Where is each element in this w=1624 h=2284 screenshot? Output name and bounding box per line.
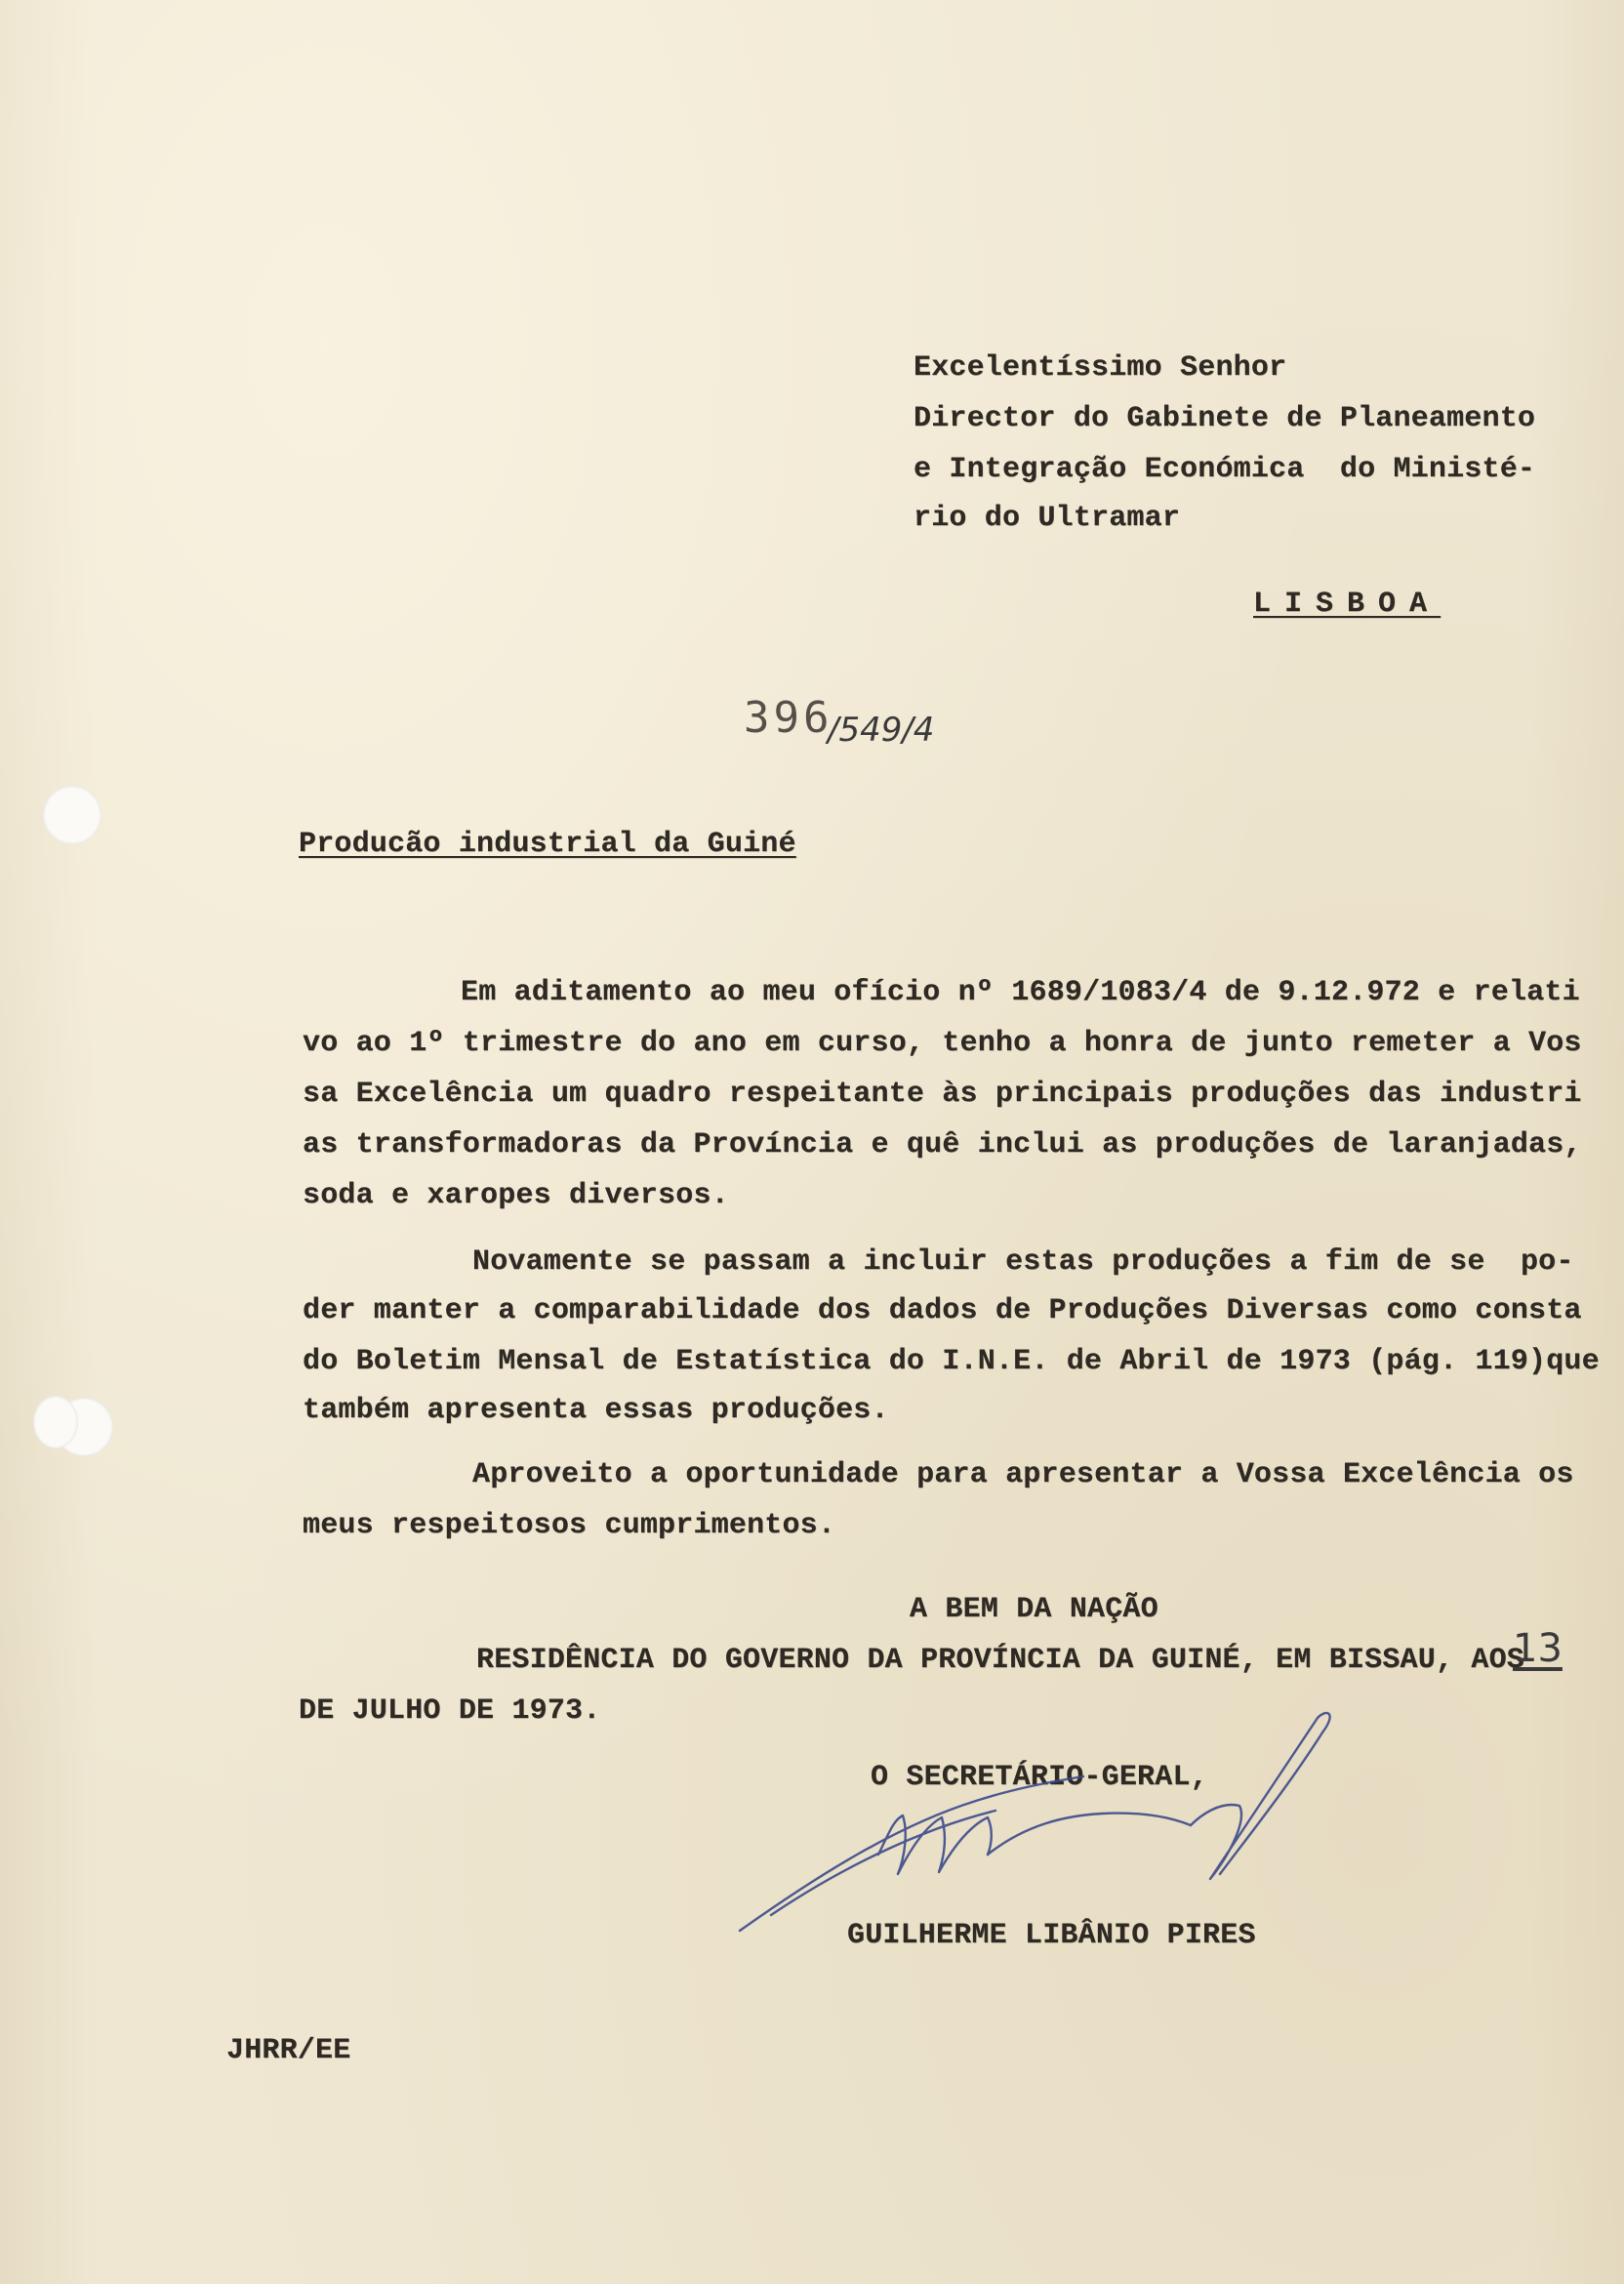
handwritten-signature [732, 1708, 1347, 1942]
paragraph-1-line: soda e xaropes diversos. [303, 1179, 729, 1212]
paragraph-2-line: Novamente se passam a incluir estas produções a fim de se po- [472, 1245, 1574, 1279]
paragraph-1-line: as transformadoras da Província e quê inclui as produções de laranjadas, [303, 1128, 1582, 1162]
punch-hole-bottom-2 [33, 1396, 78, 1448]
signature-name: GUILHERME LIBÂNIO PIRES [847, 1919, 1256, 1952]
addressee-line-1: Excelentíssimo Senhor [914, 351, 1287, 385]
signature-title: O SECRETÁRIO-GERAL, [871, 1761, 1208, 1794]
punch-hole-top [43, 786, 102, 844]
closing-handwritten-day: 13 [1513, 1626, 1563, 1671]
paragraph-1-line: sa Excelência um quadro respeitante às principais produções das industri [303, 1078, 1582, 1111]
addressee-line-4: rio do Ultramar [914, 502, 1181, 535]
reference-stamped-number: 396 [744, 693, 833, 743]
reference-handwritten-suffix: /549/4 [828, 711, 935, 750]
closing-motto: A BEM DA NAÇÃO [910, 1593, 1158, 1626]
subject-line: Producão industrial da Guiné [299, 828, 796, 861]
paragraph-2-line: der manter a comparabilidade dos dados de Produções Diversas como consta [303, 1294, 1582, 1327]
addressee-line-3: e Integração Económica do Ministé- [914, 453, 1536, 486]
closing-date-line: DE JULHO DE 1973. [299, 1694, 601, 1728]
paragraph-2-line: também apresenta essas produções. [303, 1394, 889, 1427]
paragraph-3-line: meus respeitosos cumprimentos. [303, 1509, 836, 1542]
addressee-city: LISBOA [1253, 588, 1441, 621]
addressee-line-2: Director do Gabinete de Planeamento [914, 402, 1536, 435]
paragraph-1-line: Em aditamento ao meu ofício nº 1689/1083/4 de 9.12.972 e relati [461, 976, 1580, 1009]
paragraph-1-line: vo ao 1º trimestre do ano em curso, tenho a honra de junto remeter a Vos [303, 1027, 1582, 1060]
paragraph-3-line: Aproveito a oportunidade para apresentar a Vossa Excelência os [472, 1458, 1574, 1491]
paragraph-2-line: do Boletim Mensal de Estatística do I.N.E. de Abril de 1973 (pág. 119)que [303, 1345, 1600, 1378]
typist-initials: JHRR/EE [226, 2034, 351, 2067]
closing-place-line: RESIDÊNCIA DO GOVERNO DA PROVÍNCIA DA GUINÉ, EM BISSAU, AOS [476, 1644, 1524, 1677]
